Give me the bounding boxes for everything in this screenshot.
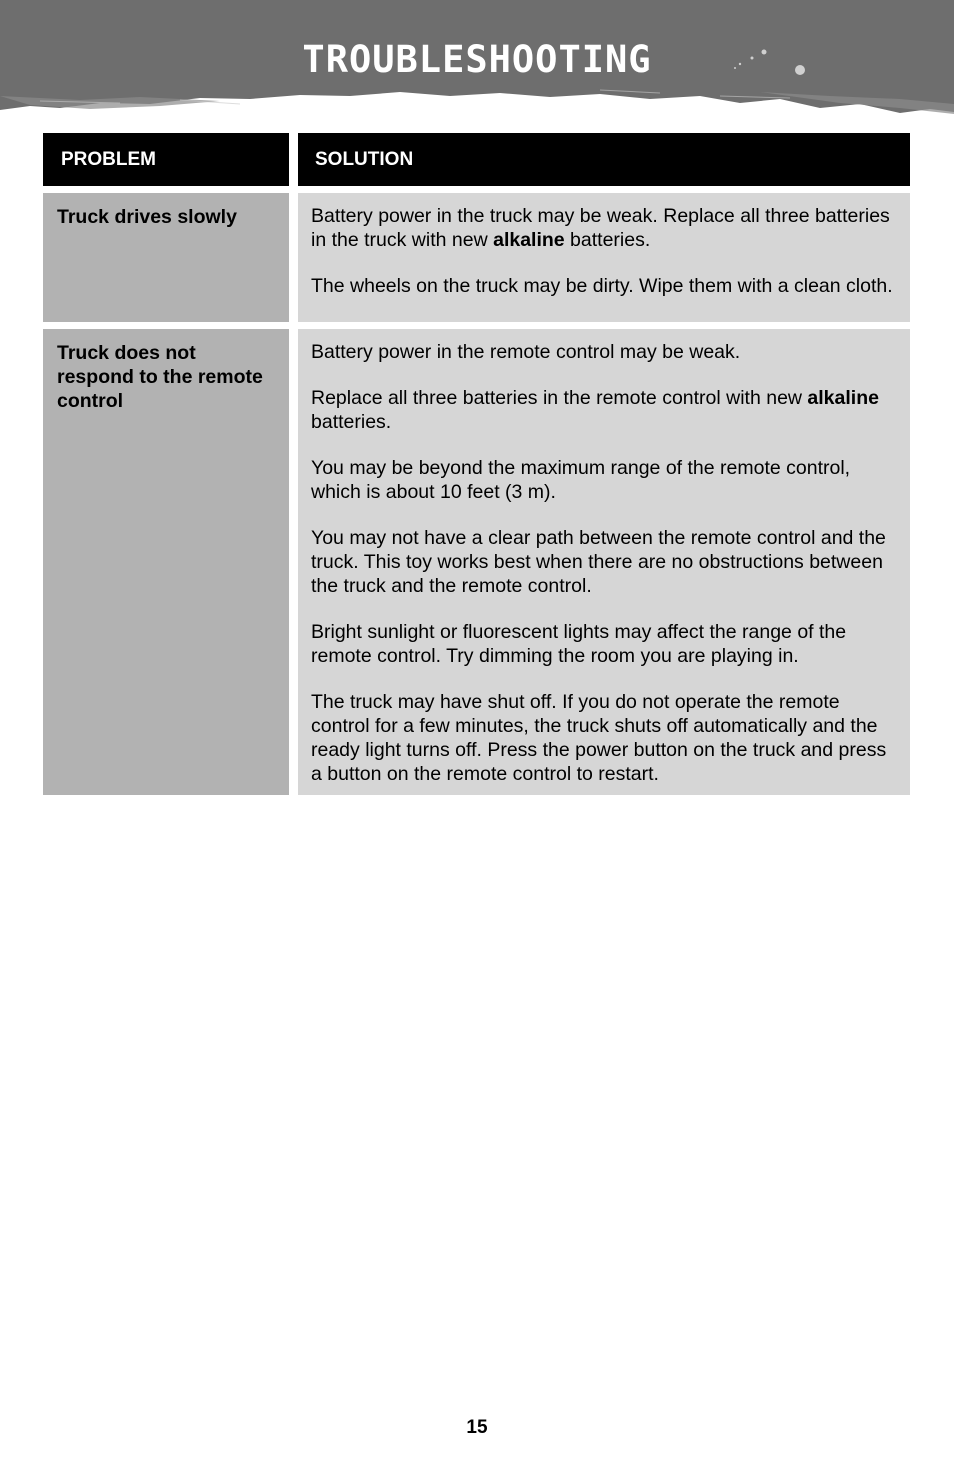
problem-cell: Truck does not respond to the remote control xyxy=(43,329,289,795)
solution-paragraph: Battery power in the truck may be weak. Replace all three batteries in the truck with new alkaline batteries. xyxy=(311,205,890,251)
solution-paragraph: The wheels on the truck may be dirty. Wipe them with a clean cloth. xyxy=(311,275,893,297)
solution-paragraph: You may not have a clear path between the remote control and the truck. This toy works best when there are no obstructions between the truck and the remote control. xyxy=(311,527,886,597)
table-row xyxy=(43,329,910,795)
solution-paragraph: Battery power in the remote control may be weak. xyxy=(311,341,741,363)
solution-paragraph: The truck may have shut off. If you do not operate the remote control for a few minutes, the truck shuts off automatically and the ready light turns off. Press the power button on the truck and press a button on the remote control to restart. xyxy=(311,691,887,785)
troubleshooting-table xyxy=(43,133,910,795)
solution-paragraph: Replace all three batteries in the remote control with new alkaline batteries. xyxy=(311,387,879,433)
page-number: 15 xyxy=(466,1417,488,1438)
problem-cell: Truck drives slowly xyxy=(43,193,289,322)
problem-column-header: PROBLEM xyxy=(43,133,289,186)
header-band xyxy=(0,0,954,122)
table-row xyxy=(43,193,910,322)
page-title: TROUBLESHOOTING xyxy=(302,38,652,81)
solution-cell xyxy=(298,329,910,795)
solution-paragraph: Bright sunlight or fluorescent lights may affect the range of the remote control. Try dimming the room you are playing in. xyxy=(311,621,847,667)
solution-column-header: SOLUTION xyxy=(298,133,910,186)
table-header-row xyxy=(43,133,910,186)
solution-cell xyxy=(298,193,910,322)
solution-paragraph: You may be beyond the maximum range of the remote control, which is about 10 feet (3 m). xyxy=(311,457,851,503)
